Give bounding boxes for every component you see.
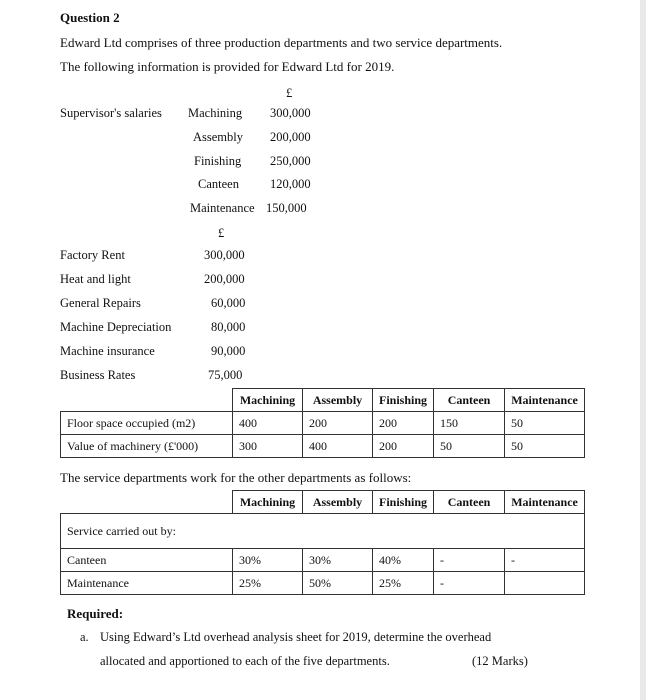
row-label: Canteen	[61, 549, 233, 572]
required-line-1: Using Edward’s Ltd overhead analysis sheet for 2019, determine the overhead	[100, 630, 492, 644]
table-cell: 400	[303, 435, 373, 458]
table-cell: -	[505, 549, 585, 572]
salaries-label: Supervisor's salaries	[60, 106, 162, 120]
row-label: Floor space occupied (m2)	[61, 412, 233, 435]
overhead-label: Heat and light	[60, 272, 131, 286]
table-row	[61, 514, 585, 549]
page-edge	[640, 0, 646, 700]
overhead-amount: 200,000	[204, 272, 245, 286]
table-cell: 50	[505, 412, 585, 435]
table-cell: 50	[505, 435, 585, 458]
table-row	[61, 412, 585, 435]
intro-line-2: The following information is provided for Edward Ltd for 2019.	[60, 59, 395, 74]
table-cell: -	[434, 549, 505, 572]
table-header-row	[61, 491, 585, 514]
intro-line-1: Edward Ltd comprises of three production departments and two service departments.	[60, 35, 503, 50]
salary-dept: Maintenance	[190, 201, 255, 215]
table-cell: 50%	[303, 572, 373, 595]
salary-amount: 150,000	[266, 201, 307, 215]
row-label: Maintenance	[61, 572, 233, 595]
required-line-2: allocated and apportioned to each of the five departments.	[100, 654, 390, 668]
table-cell: 200	[303, 412, 373, 435]
table-header: Maintenance	[505, 491, 585, 514]
table-header-row	[61, 389, 585, 412]
table-header: Machining	[233, 491, 303, 514]
row-label: Value of machinery (£'000)	[61, 435, 233, 458]
overhead-amount: 300,000	[204, 248, 245, 262]
salary-dept: Finishing	[194, 154, 242, 168]
table-cell: 300	[233, 435, 303, 458]
table-cell: 150	[434, 412, 505, 435]
table-row	[61, 435, 585, 458]
table-cell: 25%	[373, 572, 434, 595]
table-row	[61, 572, 585, 595]
table-cell: 25%	[233, 572, 303, 595]
overhead-label: Business Rates	[60, 368, 136, 382]
table-cell: 50	[434, 435, 505, 458]
table-cell: 200	[373, 435, 434, 458]
salary-amount: 300,000	[270, 106, 311, 120]
salary-dept: Canteen	[198, 177, 239, 191]
service-table	[60, 490, 585, 595]
overhead-amount: 60,000	[211, 296, 246, 310]
salary-amount: 120,000	[270, 177, 311, 191]
overhead-amount: 90,000	[211, 344, 246, 358]
salary-amount: 200,000	[270, 130, 311, 144]
table-header: Canteen	[434, 491, 505, 514]
service-carried-label: Service carried out by:	[61, 514, 585, 549]
table-header: Finishing	[373, 389, 434, 412]
table-header: Canteen	[434, 389, 505, 412]
table-header: Assembly	[303, 491, 373, 514]
table-cell: -	[434, 572, 505, 595]
overhead-amount: 80,000	[211, 320, 246, 334]
table-header: Assembly	[303, 389, 373, 412]
question-title: Question 2	[60, 10, 120, 25]
overheads-currency: £	[218, 226, 225, 240]
overhead-label: General Repairs	[60, 296, 141, 310]
marks-label: (12 Marks)	[472, 654, 528, 668]
table-header: Finishing	[373, 491, 434, 514]
table-cell: 400	[233, 412, 303, 435]
item-marker: a.	[80, 630, 89, 644]
services-intro: The service departments work for the other departments as follows:	[60, 470, 412, 485]
overhead-amount: 75,000	[208, 368, 243, 382]
table-cell: 30%	[303, 549, 373, 572]
salary-amount: 250,000	[270, 154, 311, 168]
overhead-label: Machine insurance	[60, 344, 155, 358]
salary-dept: Assembly	[193, 130, 243, 144]
table-cell: 40%	[373, 549, 434, 572]
table-cell: 200	[373, 412, 434, 435]
salary-dept: Machining	[188, 106, 243, 120]
table-header: Maintenance	[505, 389, 585, 412]
salaries-currency: £	[286, 86, 293, 100]
overhead-label: Factory Rent	[60, 248, 125, 262]
table-cell: 30%	[233, 549, 303, 572]
overhead-label: Machine Depreciation	[60, 320, 172, 334]
table-header: Machining	[233, 389, 303, 412]
required-heading: Required:	[67, 606, 124, 621]
table-cell	[505, 572, 585, 595]
apportionment-table	[60, 388, 585, 458]
table-row	[61, 549, 585, 572]
